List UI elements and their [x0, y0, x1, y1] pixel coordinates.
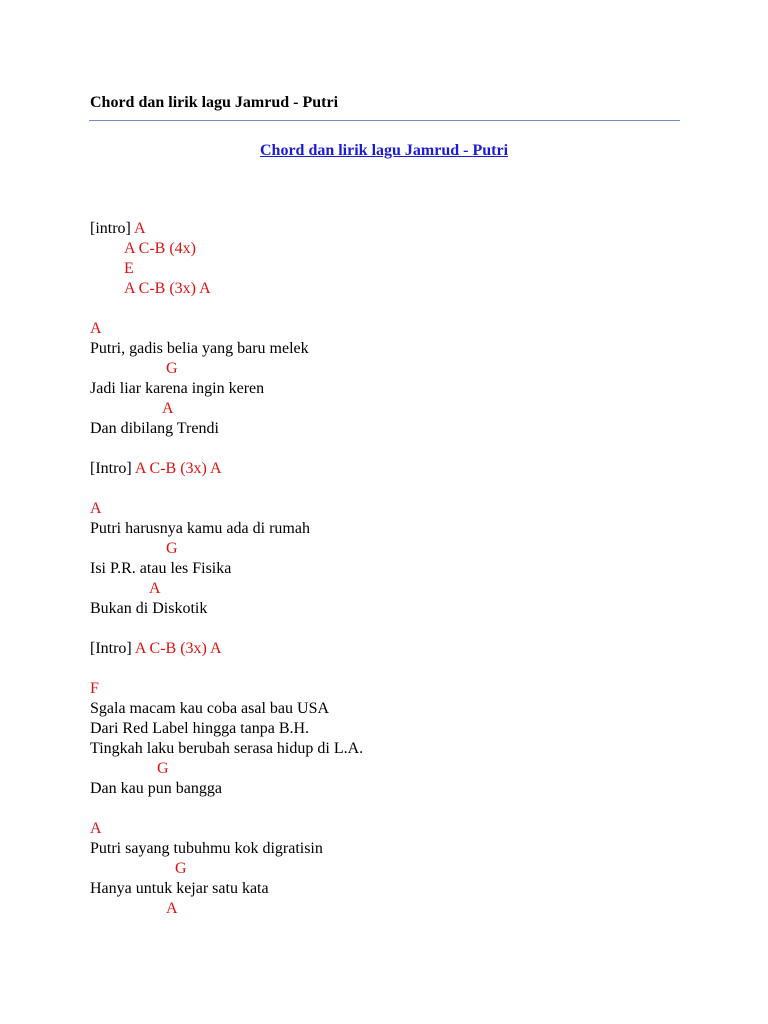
- lyric-line: Dari Red Label hingga tanpa B.H.: [90, 720, 310, 737]
- chord: A: [90, 320, 102, 337]
- lyric-line: Putri sayang tubuhmu kok digratisin: [90, 840, 323, 857]
- chord: A: [134, 220, 146, 237]
- chord: G: [175, 860, 187, 877]
- song-heading: [0, 141, 768, 161]
- lyric-line: Hanya untuk kejar satu kata: [90, 880, 269, 897]
- lyric-line: Dan dibilang Trendi: [90, 420, 219, 437]
- chord: G: [166, 540, 178, 557]
- chord: A C-B (3x) A: [124, 280, 211, 297]
- chord: A C-B (3x) A: [134, 640, 222, 657]
- chord: A: [162, 400, 174, 417]
- lyric-line: Sgala macam kau coba asal bau USA: [90, 700, 330, 717]
- lyric-line: Dan kau pun bangga: [90, 780, 222, 797]
- title-divider: [89, 120, 680, 121]
- chord: A: [90, 820, 102, 837]
- chord: F: [90, 680, 99, 697]
- lyric-line: Tingkah laku berubah serasa hidup di L.A.: [90, 740, 364, 757]
- chord: A C-B (3x) A: [134, 460, 222, 477]
- chord: E: [124, 260, 134, 277]
- lyric-line: Putri, gadis belia yang baru melek: [90, 340, 309, 357]
- page-title: Chord dan lirik lagu Jamrud - Putri: [90, 94, 339, 111]
- lyric-line: Putri harusnya kamu ada di rumah: [90, 520, 310, 537]
- chord: A: [166, 900, 178, 917]
- chord: A: [90, 500, 102, 517]
- section-tag: [intro]: [90, 220, 134, 237]
- section-tag: [Intro]: [90, 640, 135, 657]
- chord: A C-B (4x): [124, 240, 196, 257]
- intro-line: [90, 459, 222, 479]
- intro-line: [90, 219, 146, 239]
- song-title-link[interactable]: Chord dan lirik lagu Jamrud - Putri: [259, 142, 509, 159]
- lyric-line: Bukan di Diskotik: [90, 600, 208, 617]
- chord: G: [166, 360, 178, 377]
- intro-line: [90, 639, 222, 659]
- chord: G: [157, 760, 169, 777]
- chord: A: [149, 580, 161, 597]
- lyric-line: Isi P.R. atau les Fisika: [90, 560, 232, 577]
- section-tag: [Intro]: [90, 460, 135, 477]
- lyric-line: Jadi liar karena ingin keren: [90, 380, 265, 397]
